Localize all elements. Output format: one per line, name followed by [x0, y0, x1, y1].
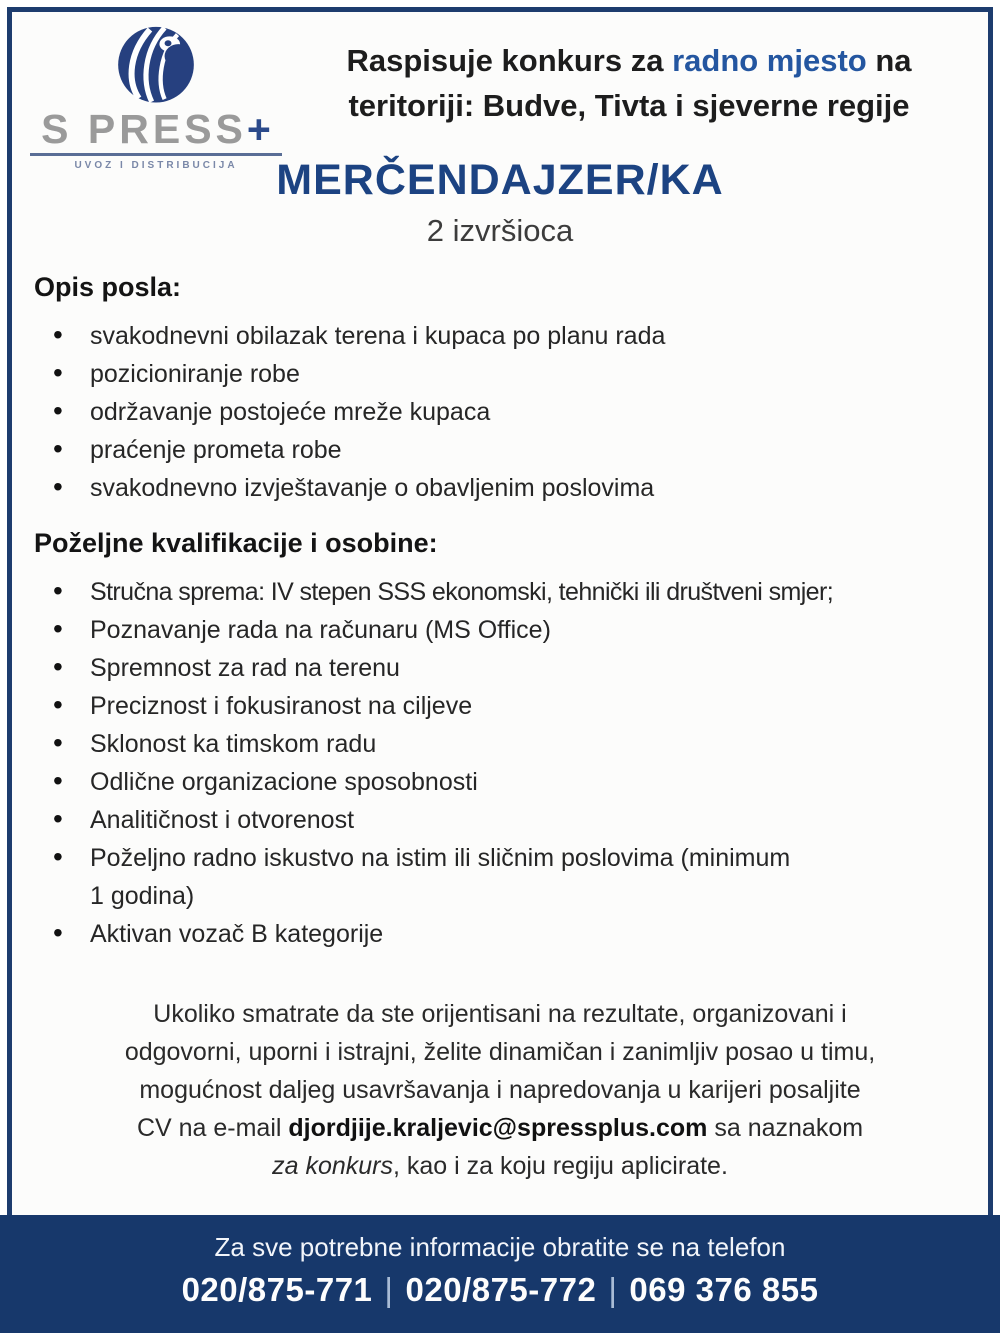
list-item: • Stručna sprema: IV stepen SSS ekonomski, tehnički ili društveni smjer;: [34, 573, 833, 611]
company-logo: [28, 20, 284, 171]
closing-italic-phrase: za konkurs: [272, 1152, 393, 1180]
closing-line-rest: , kao i za koju regiju aplicirate.: [393, 1152, 728, 1180]
headline-highlight: radno mjesto: [672, 43, 867, 78]
closing-line: mogućnost daljeg usavršavanja i napredovanja u karijeri posaljite: [139, 1076, 861, 1104]
brand-name: [28, 108, 284, 150]
phone-separator: |: [384, 1271, 394, 1308]
list-item: • praćenje prometa robe: [34, 431, 665, 469]
phone-number: 069 376 855: [629, 1271, 819, 1308]
list-item: • Preciznost i fokusiranost na ciljeve: [34, 687, 833, 725]
list-item: • Odlične organizacione sposobnosti: [34, 763, 833, 801]
list-item: • Sklonost ka timskom radu: [34, 725, 833, 763]
list-item: • pozicioniranje robe: [34, 355, 665, 393]
footer-phone-numbers: [0, 1271, 1000, 1309]
kvalifikacije-list: [34, 573, 833, 953]
list-item: • Aktivan vozač B kategorije: [34, 915, 833, 953]
headline: [283, 38, 975, 128]
footer-info-text: Za sve potrebne informacije obratite se na telefon: [214, 1232, 786, 1262]
headline-prefix: Raspisuje konkurs za: [346, 43, 673, 78]
list-item: • Spremnost za rad na terenu: [34, 649, 833, 687]
headline-suffix: na: [866, 43, 912, 78]
closing-email-suffix: sa naznakom: [707, 1114, 864, 1142]
headline-line2: teritoriji: Budve, Tivta i sjeverne regije: [348, 88, 910, 123]
job-openings-count: 2 izvršioca: [426, 213, 574, 248]
closing-paragraph: [0, 995, 1000, 1185]
phone-number: 020/875-772: [405, 1271, 597, 1308]
closing-line: Ukoliko smatrate da ste orijentisani na rezultate, organizovani i: [153, 1000, 847, 1028]
contact-email: djordjije.kraljevic@spressplus.com: [288, 1114, 708, 1142]
section-heading-kvalifikacije: Poželjne kvalifikacije i osobine:: [34, 528, 438, 558]
brand-text: S PRESS: [41, 106, 247, 152]
list-item: • Analitičnost i otvorenost: [34, 801, 833, 839]
list-item: • Poznavanje rada na računaru (MS Office): [34, 611, 833, 649]
phone-separator: |: [608, 1271, 618, 1308]
list-item: • svakodnevno izvještavanje o obavljenim poslovima: [34, 469, 665, 507]
opis-posla-list: [34, 317, 665, 507]
section-heading-opis-posla: Opis posla:: [34, 272, 182, 302]
closing-line: [0, 1109, 1000, 1147]
closing-line: odgovorni, uporni i istrajni, želite dinamičan i zanimljiv posao u timu,: [124, 1038, 876, 1066]
closing-email-prefix: CV na e-mail: [136, 1114, 289, 1142]
list-item: • svakodnevni obilazak terena i kupaca po planu rada: [34, 317, 665, 355]
job-title: MERČENDAJZER/KA: [276, 156, 724, 204]
brand-tagline: UVOZ I DISTRIBUCIJA: [74, 160, 238, 171]
globe-icon: [113, 20, 199, 106]
list-item: • održavanje postojeće mreže kupaca: [34, 393, 665, 431]
phone-number: 020/875-771: [181, 1271, 373, 1308]
list-item: • Poželjno radno iskustvo na istim ili sličnim poslovima (minimum 1 godina): [34, 839, 794, 915]
closing-line: [0, 1147, 1000, 1185]
footer-contact-bar: [0, 1215, 1000, 1333]
brand-plus: +: [246, 106, 271, 152]
